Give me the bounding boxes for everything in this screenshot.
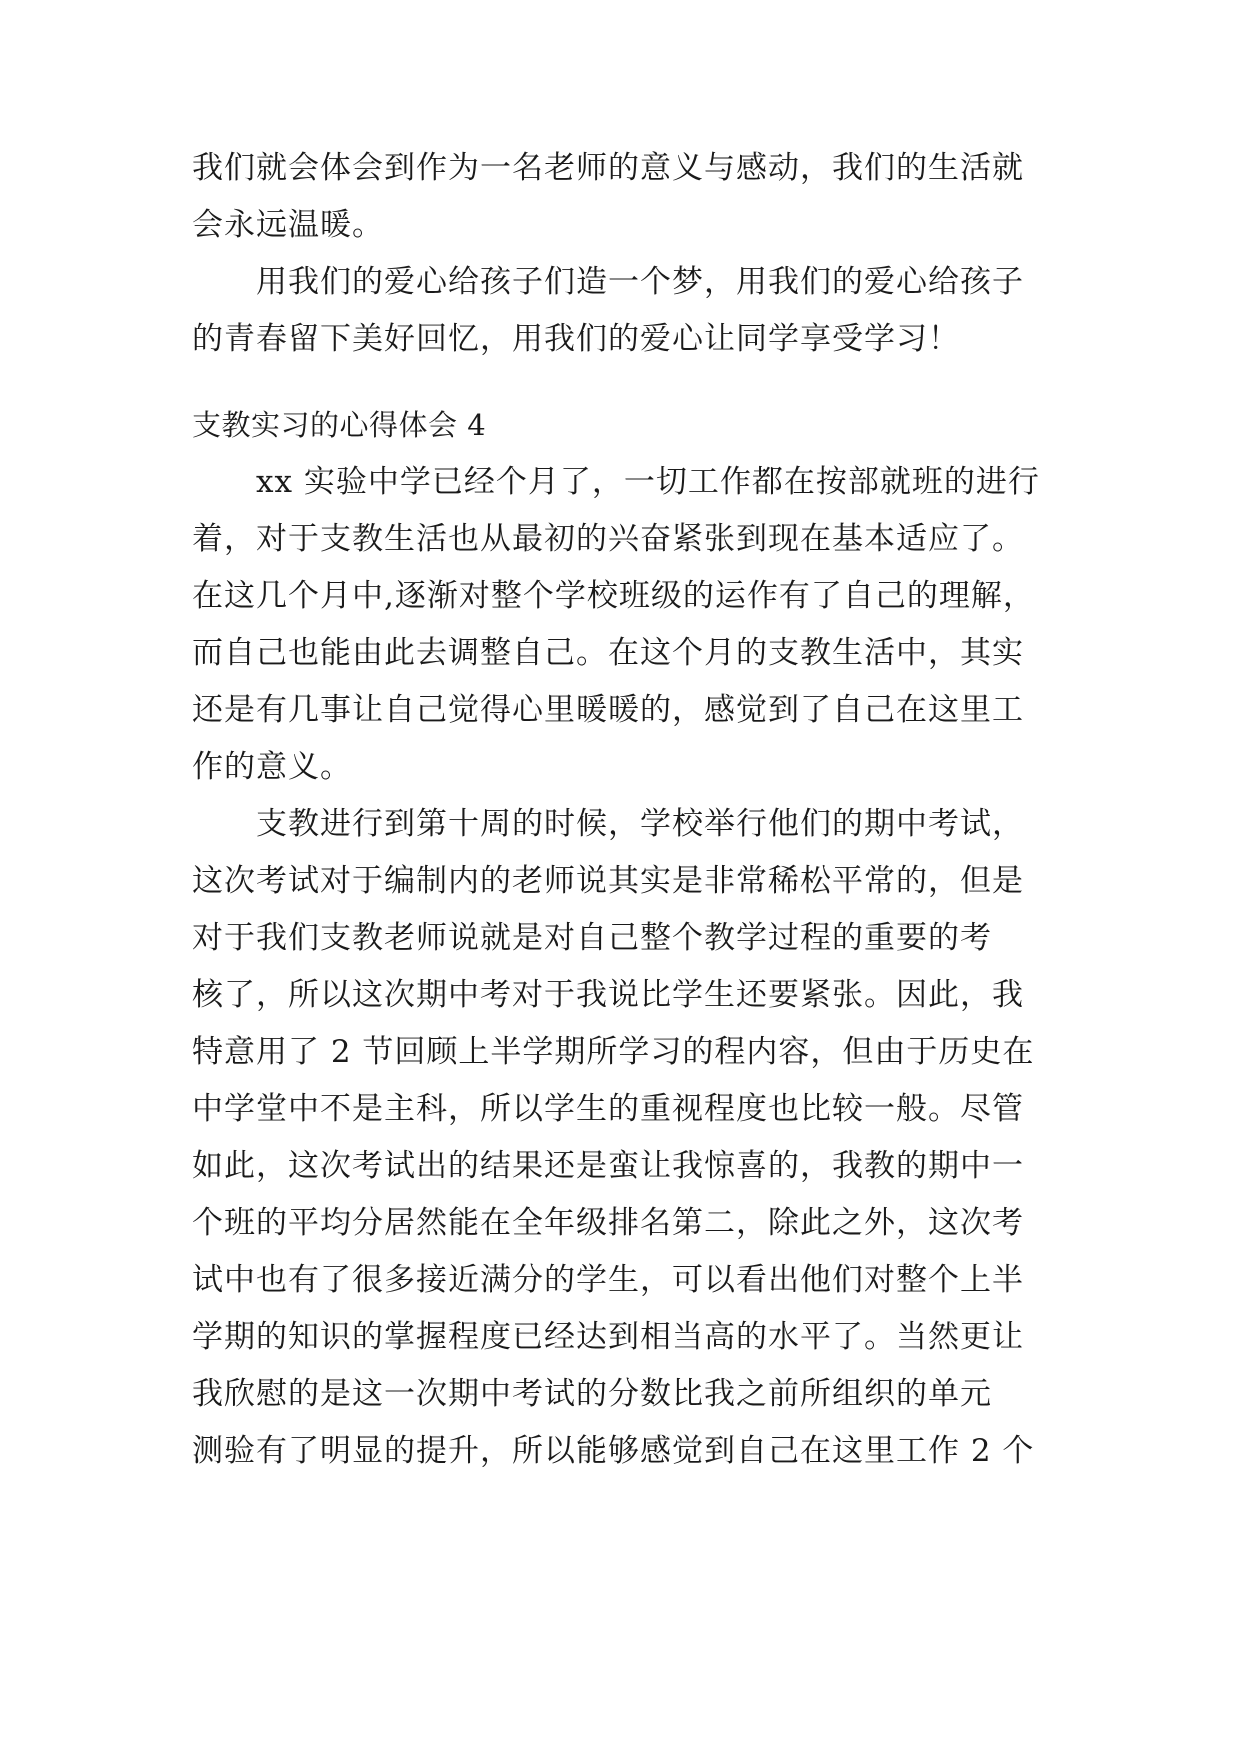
text-line: 特意用了 2 节回顾上半学期所学习的程内容，但由于历史在 (192, 1034, 1035, 1070)
text-line: xx 实验中学已经个月了，一切工作都在按部就班的进行 (192, 464, 1040, 500)
text-line: 在这几个月中,逐渐对整个学校班级的运作有了自己的理解， (192, 578, 1035, 614)
section-heading: 支教实习的心得体会 4 (192, 408, 487, 442)
text-line: 的青春留下美好回忆，用我们的爱心让同学享受学习！ (192, 321, 960, 357)
text-line: 作的意义。 (192, 749, 352, 785)
text-line: 核了，所以这次期中考对于我说比学生还要紧张。因此，我 (192, 977, 1024, 1013)
text-line: 这次考试对于编制内的老师说其实是非常稀松平常的，但是 (192, 863, 1024, 899)
text-line: 支教进行到第十周的时候，学校举行他们的期中考试， (192, 806, 1024, 842)
text-line: 会永远温暖。 (192, 207, 384, 243)
text-line: 如此，这次考试出的结果还是蛮让我惊喜的，我教的期中一 (192, 1148, 1024, 1184)
text-line: 测验有了明显的提升，所以能够感觉到自己在这里工作 2 个 (192, 1433, 1035, 1469)
text-line: 还是有几事让自己觉得心里暖暖的，感觉到了自己在这里工 (192, 692, 1024, 728)
text-line: 用我们的爱心给孩子们造一个梦，用我们的爱心给孩子 (192, 264, 1024, 300)
text-line: 中学堂中不是主科，所以学生的重视程度也比较一般。尽管 (192, 1091, 1024, 1127)
text-line: 个班的平均分居然能在全年级排名第二，除此之外，这次考 (192, 1205, 1024, 1241)
text-line: 对于我们支教老师说就是对自己整个教学过程的重要的考 (192, 920, 992, 956)
text-line: 我们就会体会到作为一名老师的意义与感动，我们的生活就 (192, 150, 1024, 186)
text-line: 学期的知识的掌握程度已经达到相当高的水平了。当然更让 (192, 1319, 1024, 1355)
text-line: 而自己也能由此去调整自己。在这个月的支教生活中，其实 (192, 635, 1024, 671)
text-line: 试中也有了很多接近满分的学生，可以看出他们对整个上半 (192, 1262, 1024, 1298)
text-line: 我欣慰的是这一次期中考试的分数比我之前所组织的单元 (192, 1376, 992, 1412)
text-line: 着，对于支教生活也从最初的兴奋紧张到现在基本适应了。 (192, 521, 1024, 557)
